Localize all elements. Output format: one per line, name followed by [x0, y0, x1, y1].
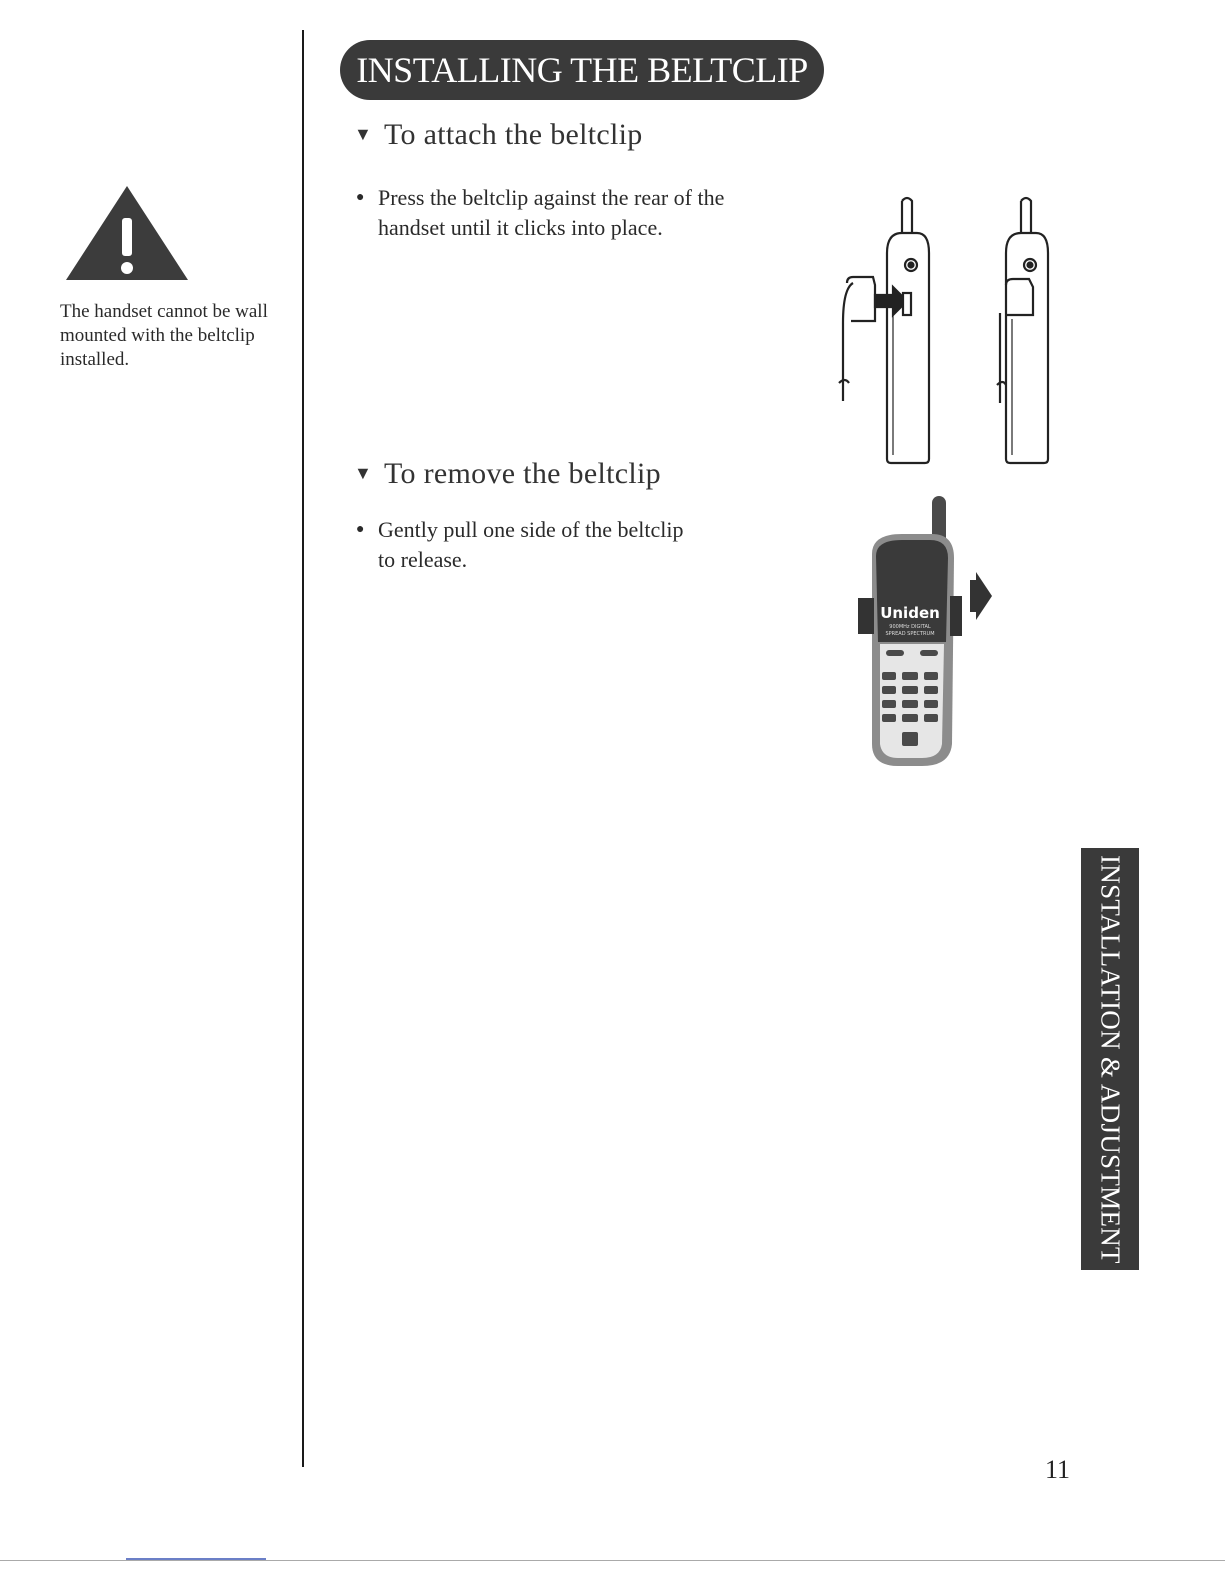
section-heading-text: To remove the beltclip	[384, 457, 661, 490]
side-tab-label: INSTALLATION & ADJUSTMENT	[1095, 854, 1126, 1264]
bullet-dot-icon: ●	[356, 521, 365, 537]
instruction-line: Gently pull one side of the beltclip	[378, 517, 684, 542]
bottom-rule	[0, 1560, 1225, 1561]
cordless-phone-illustration	[852, 494, 1012, 770]
instruction-line: handset until it clicks into place.	[378, 214, 663, 240]
phone-brand: Uniden	[880, 604, 940, 622]
column-divider	[302, 30, 304, 1467]
instruction-line: to release.	[378, 546, 468, 572]
phone-subtitle: SPREAD SPECTRUM	[885, 631, 935, 637]
bottom-rule-accent	[126, 1558, 266, 1560]
instruction-remove	[356, 516, 716, 574]
triangle-bullet-icon: ▼	[354, 123, 373, 144]
bullet-dot-icon: ●	[356, 189, 365, 205]
phone-subtitle: 900MHz DIGITAL	[889, 624, 931, 630]
triangle-bullet-icon: ▼	[354, 462, 373, 483]
section-heading-remove	[354, 457, 661, 491]
section-heading-text: To attach the beltclip	[384, 118, 643, 151]
page-title-text: INSTALLING THE BELTCLIP	[356, 50, 808, 90]
instruction-attach	[356, 184, 736, 242]
side-note: The handset cannot be wall mounted with the beltclip installed.	[60, 301, 268, 370]
section-heading-attach	[354, 118, 643, 152]
page-number: 11	[1045, 1455, 1071, 1484]
beltclip-attach-illustration	[835, 193, 1075, 469]
section-side-tab	[1081, 848, 1139, 1270]
warning-triangle-icon	[64, 184, 190, 282]
page-title	[340, 40, 824, 100]
instruction-line: Press the beltclip against the rear of the	[378, 185, 725, 210]
